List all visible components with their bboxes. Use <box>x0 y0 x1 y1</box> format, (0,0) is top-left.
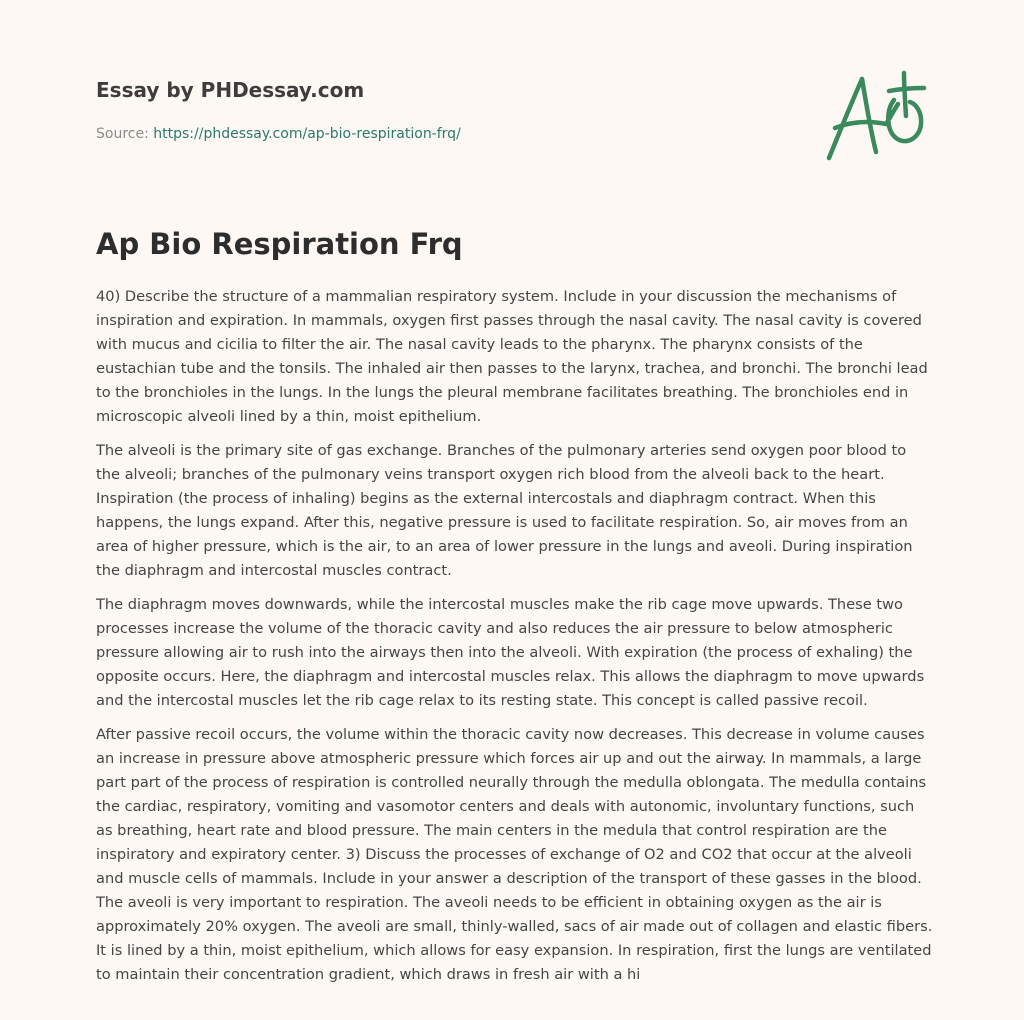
essay-paragraph: After passive recoil occurs, the volume within the thoracic cavity now decreases. This decrease in volume causes an increase in pressure above atmospheric pressure which forces air up and out the airway. In mammals, a large part part of the process of respiration is controlled neurally through the medulla oblongata. The medulla contains the cardiac, respiratory, vomiting and vasomotor centers and deals with autonomic, involuntary functions, such as breathing, heart rate and blood pressure. The main centers in the medula that control respiration are the inspiratory and expiratory center. 3) Discuss the processes of exchange of O2 and CO2 that occur at the alveoli and muscle cells of mammals. Include in your answer a description of the transport of these gasses in the blood. The aveoli is very important to respiration. The aveoli needs to be efficient in obtaining oxygen as the air is approximately 20% oxygen. The aveoli are small, thinly-walled, sacs of air made out of collagen and elastic fibers. It is lined by a thin, moist epithelium, which allows for easy expansion. In respiration, first the lungs are ventilated to maintain their concentration gradient, which draws in fresh air with a hi <box>96 726 933 983</box>
source-label: Source: <box>96 126 149 142</box>
essay-paragraph: 40) Describe the structure of a mammalian respiratory system. Include in your discussion the mechanisms of inspiration and expiration. In mammals, oxygen first passes through the nasal cavity. The nasal cavity is covered with mucus and cicilia to filter the air. The nasal cavity leads to the pharynx. The pharynx consists of the eustachian tube and the tonsils. The inhaled air then passes to the larynx, trachea, and bronchi. The bronchi lead to the bronchioles in the lungs. In the lungs the pleural membrane facilitates breathing. The bronchioles end in microscopic alveoli lined by a thin, moist epithelium. <box>96 288 928 425</box>
essay-title: Ap Bio Respiration Frq <box>96 227 463 261</box>
essay-body <box>96 285 934 997</box>
site-brand: Essay by PHDessay.com <box>96 78 365 102</box>
a-plus-logo-icon <box>820 66 930 166</box>
source-link[interactable]: https://phdessay.com/ap-bio-respiration-frq/ <box>153 126 461 142</box>
essay-paragraph: The diaphragm moves downwards, while the intercostal muscles make the rib cage move upwards. These two processes increase the volume of the thoracic cavity and also reduces the air pressure to below atmospheric pressure allowing air to rush into the airways then into the alveoli. With expiration (the process of exhaling) the opposite occurs. Here, the diaphragm and intercostal muscles relax. This allows the diaphragm to move upwards and the intercostal muscles let the rib cage relax to its resting state. This concept is called passive recoil. <box>96 596 925 709</box>
page-header <box>96 76 696 144</box>
essay-paragraph: The alveoli is the primary site of gas exchange. Branches of the pulmonary arteries send oxygen poor blood to the alveoli; branches of the pulmonary veins transport oxygen rich blood from the alveoli back to the heart. Inspiration (the process of inhaling) begins as the external intercostals and diaphragm contract. When this happens, the lungs expand. After this, negative pressure is used to facilitate respiration. So, air moves from an area of higher pressure, which is the air, to an area of lower pressure in the lungs and aveoli. During inspiration the diaphragm and intercostal muscles contract. <box>96 442 913 579</box>
source-line <box>96 124 696 144</box>
